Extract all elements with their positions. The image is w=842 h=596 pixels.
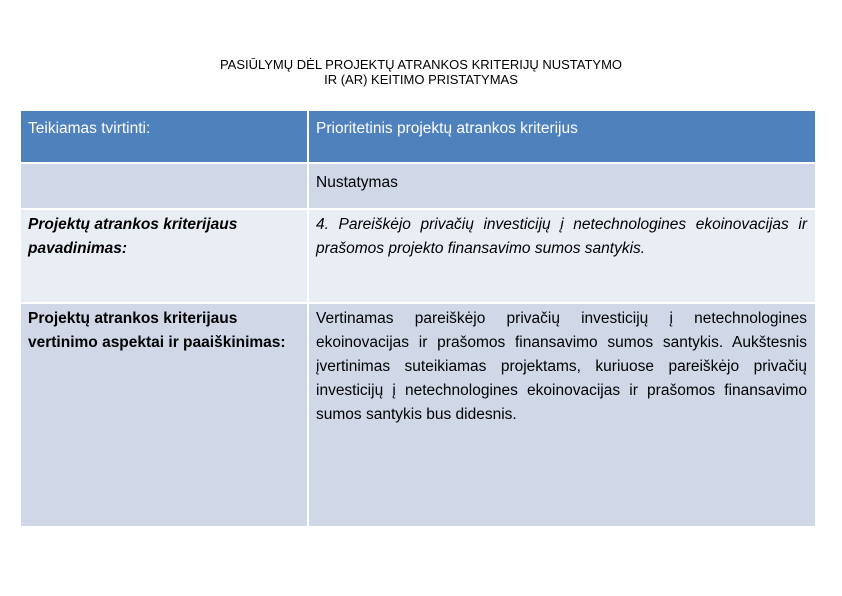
title-line-1: PASIŪLYMŲ DĖL PROJEKTŲ ATRANKOS KRITERIJŲ NUSTATYMO [219, 57, 623, 72]
criterion-aspects-label: Projektų atrankos kriterijaus vertinimo aspektai ir paaiškinimas: [21, 304, 307, 526]
header-cell-left: Teikiamas tvirtinti: [21, 111, 307, 162]
nustatymas-cell-right: Nustatymas [309, 164, 815, 208]
nustatymas-cell-left [21, 164, 307, 208]
criterion-aspects-value: Vertinamas pareiškėjo privačių investicijų į netechnologines ekoinovacijas ir prašomos finansavimo sumos santykis. Aukštesnis įvertinimas suteikiamas projektams, kuriuose pareiškėjo privačių investicijų į netechnologines ekoinovacijas ir prašomos finansavimo sumos santykis bus didesnis. [309, 304, 815, 526]
criterion-name-value: 4. Pareiškėjo privačių investicijų į netechnologines ekoinovacijas ir prašomos projekto finansavimo sumos santykis. [309, 210, 815, 302]
criterion-name-label: Projektų atrankos kriterijaus pavadinimas: [21, 210, 307, 302]
header-cell-right: Prioritetinis projektų atrankos kriterijus [309, 111, 815, 162]
criteria-table [21, 111, 815, 526]
document-title [0, 57, 842, 87]
title-line-2: IR (AR) KEITIMO PRISTATYMAS [324, 72, 518, 87]
